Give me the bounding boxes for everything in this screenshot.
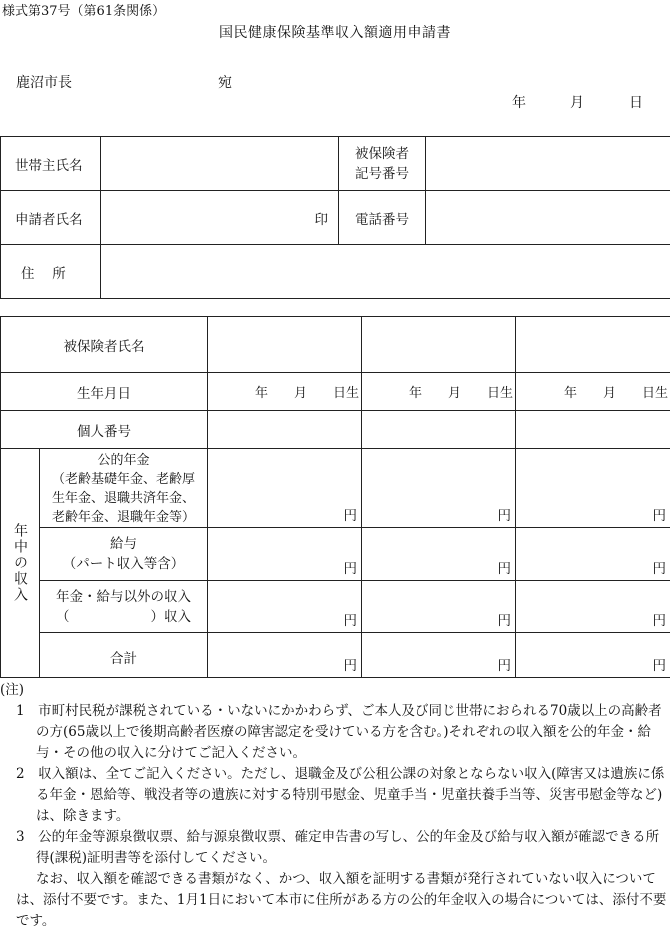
birthdate-label: 生年月日 — [1, 373, 208, 411]
applicant-table — [0, 136, 670, 299]
salary-label — [40, 528, 208, 581]
personal-number-field-2[interactable] — [362, 411, 516, 449]
birthdate-field-2[interactable]: 年 月 日生 — [362, 373, 516, 411]
other-income-label-line1: 年金・給与以外の収入 — [56, 588, 191, 605]
pension-amount-1[interactable]: 円 — [208, 449, 362, 528]
insured-number-label — [339, 137, 426, 191]
total-amount-2[interactable]: 円 — [362, 633, 516, 678]
note-1: 1 市町村民税が課税されている・いないにかかわらず、ご本人及び同じ世帯におられる70歳以上の高齢者の方(65歳以上で後期高齢者医療の障害認定を受けている方を含む。)それぞれの収入額を公的年金・給与・その他の収入に分けてご記入ください。 — [16, 703, 662, 761]
insured-name-field-3[interactable] — [516, 317, 670, 373]
form-number: 様式第37号（第61条関係） — [2, 4, 166, 19]
personal-number-field-1[interactable] — [208, 411, 362, 449]
personal-number-label: 個人番号 — [1, 411, 208, 449]
pension-amount-2[interactable]: 円 — [362, 449, 516, 528]
page-title: 国民健康保険基準収入額適用申請書 — [219, 25, 451, 41]
insured-number-label-line1: 被保険者 — [355, 145, 409, 162]
address-label: 住 所 — [1, 245, 101, 299]
insured-name-label: 被保険者氏名 — [1, 317, 208, 373]
total-amount-1[interactable]: 円 — [208, 633, 362, 678]
salary-amount-3[interactable]: 円 — [516, 528, 670, 581]
salary-amount-1[interactable]: 円 — [208, 528, 362, 581]
householder-label: 世帯主氏名 — [1, 137, 101, 191]
annual-income-label: 年中の収入 — [1, 449, 40, 678]
salary-label-line1: 給与 — [110, 536, 137, 552]
pension-label-line4: 老齢年金、退職年金等） — [51, 510, 195, 525]
pension-label-line1: 公的年金 — [97, 453, 150, 468]
pension-amount-3[interactable]: 円 — [516, 449, 670, 528]
total-label: 合計 — [40, 633, 208, 678]
addressee-suffix: 宛 — [218, 75, 232, 91]
date-month-label: 月 — [570, 95, 584, 111]
note-3: 3 公的年金等源泉徴収票、給与源泉徴収票、確定申告書の写し、公的年金及び給与収入額が確認できる所得(課税)証明書等を添付してください。 — [16, 829, 660, 866]
other-income-amount-3[interactable]: 円 — [516, 581, 670, 633]
phone-label: 電話番号 — [339, 191, 426, 245]
phone-field[interactable] — [426, 191, 670, 245]
pension-label-line2: （老齢基礎年金、老齢厚 — [51, 472, 195, 487]
other-income-amount-2[interactable]: 円 — [362, 581, 516, 633]
total-amount-3[interactable]: 円 — [516, 633, 670, 678]
insured-number-label-line2: 記号番号 — [355, 165, 409, 182]
note-2: 2 収入額は、全てご記入ください。ただし、退職金及び公租公課の対象とならない収入(障害又は遺族に係る年金・恩給等、戦没者等の遺族に対する特別弔慰金、児童手当・児童扶養手当等、災害弔慰金等など)は、除きます。 — [16, 766, 665, 824]
date-year-label: 年 — [512, 95, 526, 111]
pension-label — [40, 449, 208, 528]
applicant-label: 申請者氏名 — [1, 191, 101, 245]
salary-amount-2[interactable]: 円 — [362, 528, 516, 581]
addressee: 鹿沼市長 — [16, 75, 72, 91]
salary-label-line2: （パート収入等含） — [62, 556, 185, 572]
personal-number-field-3[interactable] — [516, 411, 670, 449]
note-3-supplement: なお、収入額を確認できる書類がなく、かつ、収入額を証明する書類が発行されていない収入については、添付不要です。また、1月1日において本市に住所がある方の公的年金収入の場合については、添付不要です。 — [16, 871, 667, 929]
other-income-label-line2: （ ）収入 — [56, 608, 191, 625]
applicant-name-field[interactable] — [101, 191, 339, 245]
other-income-amount-1[interactable]: 円 — [208, 581, 362, 633]
address-field[interactable] — [101, 245, 670, 299]
seal-mark: 印 — [314, 211, 328, 228]
birthdate-field-1[interactable]: 年 月 日生 — [208, 373, 362, 411]
householder-name-field[interactable] — [101, 137, 339, 191]
birthdate-field-3[interactable]: 年 月 日生 — [516, 373, 670, 411]
income-table — [0, 316, 670, 678]
notes-heading: (注) — [0, 682, 25, 698]
date-day-label: 日 — [629, 95, 643, 111]
insured-name-field-1[interactable] — [208, 317, 362, 373]
insured-name-field-2[interactable] — [362, 317, 516, 373]
insured-number-field[interactable] — [426, 137, 670, 191]
notes-section — [0, 680, 670, 932]
pension-label-line3: 生年金、退職共済年金、 — [51, 491, 195, 506]
other-income-label — [40, 581, 208, 633]
